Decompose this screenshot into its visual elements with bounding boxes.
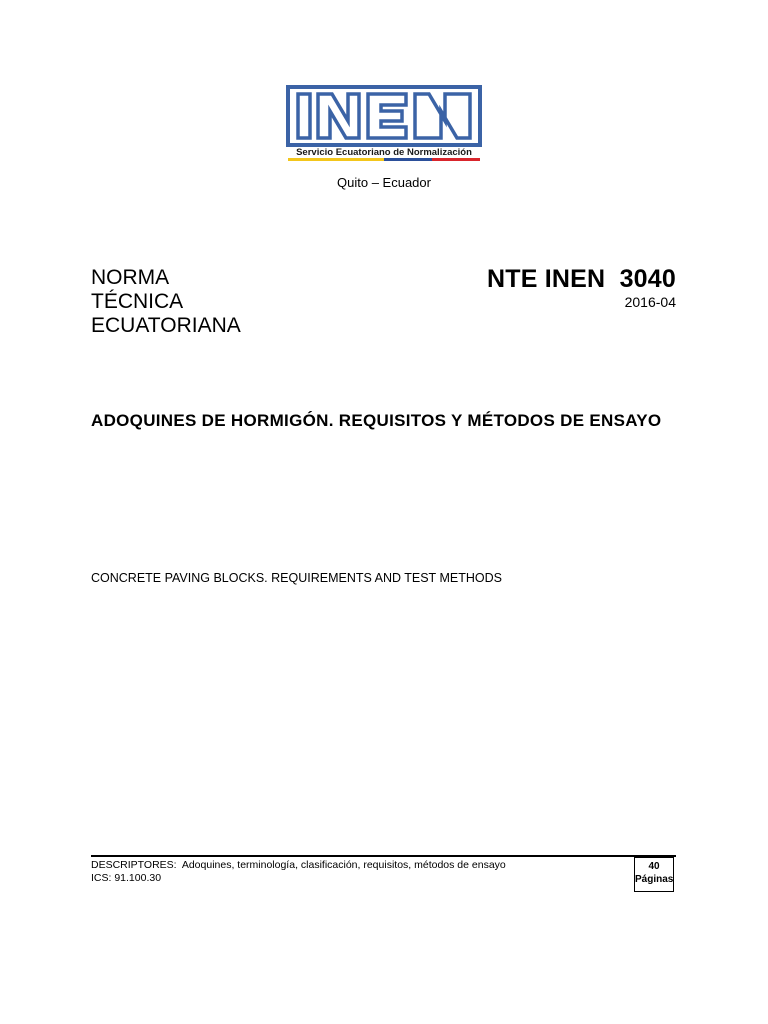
inen-logo bbox=[286, 85, 482, 163]
norma-line-3: ECUATORIANA bbox=[91, 314, 241, 337]
stripe-blue bbox=[384, 158, 432, 161]
footer-divider bbox=[91, 855, 676, 857]
norma-line-2: TÉCNICA bbox=[91, 290, 184, 313]
footer-info bbox=[91, 859, 506, 885]
inen-logo-graphic bbox=[286, 85, 482, 163]
page-count-label: Páginas bbox=[635, 874, 674, 885]
standard-code-block bbox=[487, 265, 676, 311]
stripe-yellow bbox=[288, 158, 384, 161]
document-title-en: CONCRETE PAVING BLOCKS. REQUIREMENTS AND TEST METHODS bbox=[91, 571, 502, 585]
norma-line-1: NORMA bbox=[91, 266, 170, 289]
document-title-es: ADOQUINES DE HORMIGÓN. REQUISITOS Y MÉTODOS DE ENSAYO bbox=[91, 411, 662, 430]
norma-tecnica-heading bbox=[91, 266, 241, 338]
location-text: Quito – Ecuador bbox=[337, 175, 431, 190]
ics-text: ICS: 91.100.30 bbox=[91, 872, 162, 884]
logo-tagline: Servicio Ecuatoriano de Normalización bbox=[296, 147, 472, 158]
standard-date: 2016-04 bbox=[624, 294, 676, 310]
page-count-box bbox=[634, 857, 674, 892]
standard-code: NTE INEN 3040 bbox=[487, 265, 676, 293]
page-count-number: 40 bbox=[648, 861, 660, 872]
descriptores-text: DESCRIPTORES: Adoquines, terminología, clasificación, requisitos, métodos de ensayo bbox=[91, 859, 506, 871]
stripe-red bbox=[432, 158, 480, 161]
